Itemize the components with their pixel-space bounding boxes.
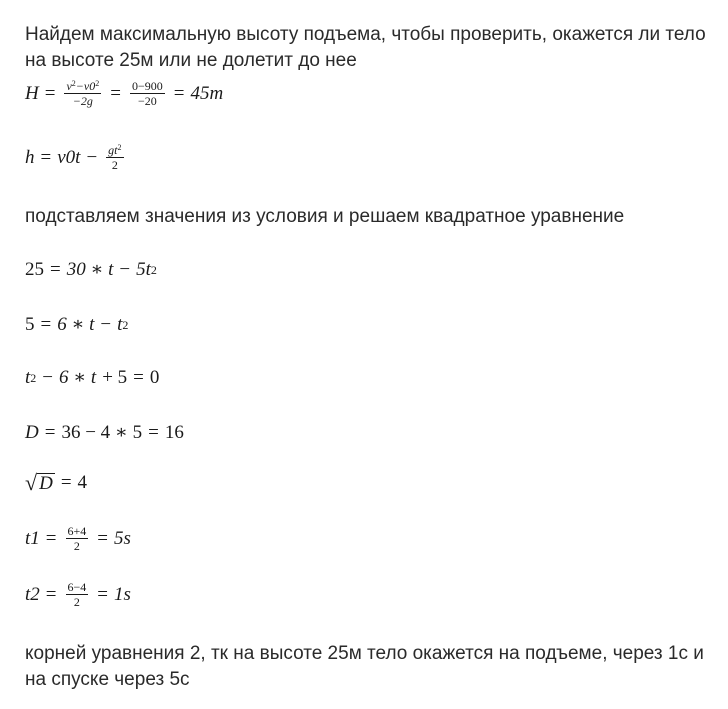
eq6-num: 6+4 — [67, 524, 87, 538]
sqrt-symbol: √ D — [25, 470, 53, 495]
eq6-den: 2 — [73, 539, 80, 553]
eq4-result: 16 — [164, 421, 184, 443]
eq-H-result: 45m — [190, 82, 224, 104]
sqrt-equation: √ D = 4 — [25, 470, 88, 495]
eq5-result: 4 — [77, 472, 88, 493]
frac1-num-a: v — [66, 79, 72, 93]
eq2-rhs-a: 6 ∗ t — [57, 314, 95, 335]
root-t1-equation: t1 = $\frac{6+4}{2}$ = 5s — [25, 524, 131, 553]
fraction-t1 — [66, 525, 89, 552]
eq7-lhs: t2 — [25, 583, 40, 605]
eq-H-lhs: H — [25, 82, 39, 104]
height-formula: h = v0t − $\frac{gt^2}{2}$ — [25, 143, 122, 172]
equation-3: t 2 − 6 ∗ t + 5 = 0 — [25, 366, 160, 388]
eq7-result: 1s — [114, 583, 131, 605]
eq3-lhs-b: 6 ∗ t — [59, 367, 97, 388]
eq4-rhs: 36 − 4 ∗ 5 — [61, 422, 143, 443]
frac2-den: −20 — [137, 94, 157, 108]
mid-text: подставляем значения из условия и решаем квадратное уравнение — [25, 206, 625, 227]
equation-2: 5 = 6 ∗ t − t 2 — [25, 313, 129, 335]
fraction-numeric — [130, 80, 165, 107]
frac1-den: −2g — [72, 94, 93, 108]
eq6-lhs: t1 — [25, 527, 40, 549]
eq-h-rhs: v0t — [57, 146, 81, 168]
eq3-rhs: 0 — [149, 366, 160, 388]
eq4-lhs: D — [25, 421, 39, 443]
conclusion-text: корней уравнения 2, тк на высоте 25м тело окажется на подъеме, через 1с и на спуске через 5с — [25, 643, 704, 690]
eq1-rhs-b: 5t — [136, 258, 151, 280]
eq1-lhs: 25 — [25, 258, 44, 280]
eq-h-lhs: h — [25, 146, 35, 168]
fraction-t2 — [66, 581, 89, 608]
eq6-result: 5s — [114, 527, 131, 549]
eq7-den: 2 — [73, 595, 80, 609]
sqrt-radicand: D — [39, 473, 53, 494]
discriminant-equation: D = 36 − 4 ∗ 5 = 16 — [25, 421, 184, 443]
eq3-lhs-a: t — [25, 366, 31, 388]
eq2-lhs: 5 — [25, 313, 35, 335]
fraction-gt2: $\frac{gt^2}{2}$ — [108, 143, 122, 172]
frac-gt-num: gt — [108, 143, 118, 157]
frac2-num: 0−900 — [131, 79, 163, 93]
frac1-num-b: −v0 — [75, 79, 96, 93]
max-height-formula: H = $\frac{v^2-v0^2}{-2g}$ = $\frac{0-900}{-20}$ = 45m — [25, 79, 224, 108]
frac-gt-den: 2 — [111, 158, 118, 172]
fraction-velocity: $\frac{v^2-v0^2}{-2g}$ — [66, 79, 100, 108]
root-t2-equation: t2 = $\frac{6-4}{2}$ = 1s — [25, 580, 131, 609]
eq2-rhs-b: t — [117, 313, 123, 335]
intro-text: Найдем максимальную высоту подъема, чтобы проверить, окажется ли тело на высоте 25м или не долетит до нее — [25, 24, 706, 71]
equation-1: 25 = 30 ∗ t − 5t 2 — [25, 258, 157, 280]
eq1-rhs-a: 30 ∗ t — [66, 259, 114, 280]
eq7-num: 6−4 — [67, 580, 87, 594]
eq3-lhs-c: + 5 — [102, 366, 128, 388]
